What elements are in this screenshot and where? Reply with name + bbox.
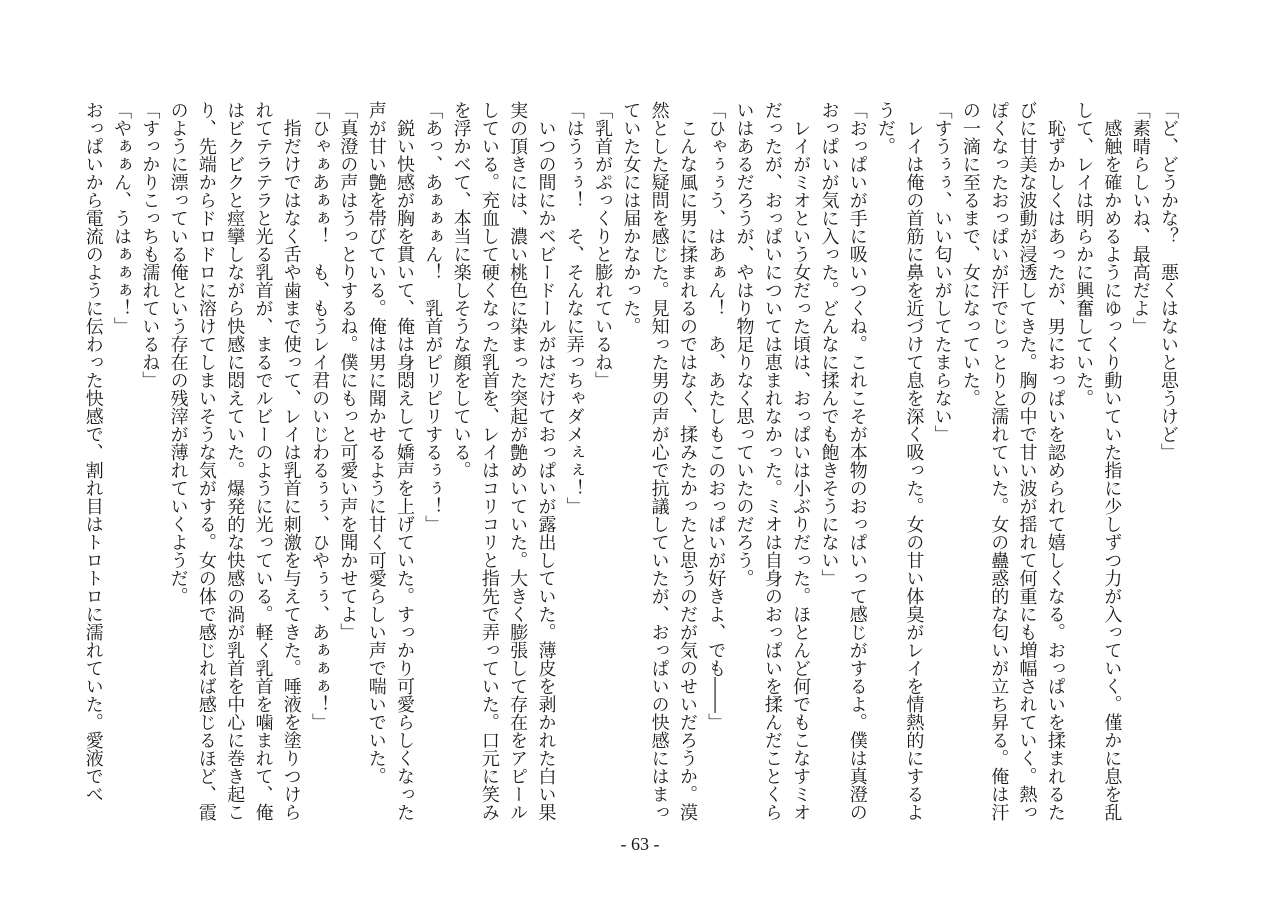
text-line: の一滴に至るまで、女になっていた。	[959, 101, 981, 407]
text-line: り、先端からドロドロに溶けてしまいそうな気がする。女の体で感じれば感じるほど、霞	[195, 101, 217, 821]
text-line: を浮かべて、本当に楽しそうな顔をしている。	[450, 101, 472, 479]
text-line: している。充血して硬くなった乳首を、レイはコリコリと指先で弄っていた。口元に笑み	[478, 101, 500, 821]
text-line: 「すっかりこっちも濡れているね」	[139, 101, 161, 389]
text-line: 鋭い快感が胸を貫いて、俺は身悶えして嬌声を上げていた。すっかり可愛らしくなった	[393, 101, 415, 821]
text-line: いつの間にかベビードールがはだけておっぱいが露出していた。薄皮を剥かれた白い果	[535, 101, 557, 821]
vertical-body-text	[78, 101, 1182, 821]
text-line: 「ど、どうかな？ 悪くはないと思うけど」	[1158, 101, 1179, 461]
text-line: 「すうぅぅ、いい匂いがしてたまらない」	[931, 101, 953, 443]
text-line: いはあるだろうが、やはり物足りなく思っていたのだろう。	[733, 101, 755, 587]
text-line: びに甘美な波動が浸透してきた。胸の中で甘い波が揺れて何重にも増幅されていく。熱っ	[1016, 101, 1038, 821]
text-line: だったが、おっぱいについては恵まれなかった。ミオは自身のおっぱいを揉んだことくら	[761, 101, 783, 821]
text-line: 声が甘い艶を帯びている。俺は男に聞かせるように甘く可愛らしい声で喘いでいた。	[365, 101, 387, 785]
text-line: して、レイは明らかに興奮していた。	[1073, 101, 1095, 407]
text-line: 「乳首がぷっくりと膨れているね」	[592, 101, 614, 389]
text-line: レイは俺の首筋に鼻を近づけて息を深く吸った。女の甘い体臭がレイを情熱的にするよ	[903, 101, 925, 821]
text-line: 「おっぱいが手に吸いつくね。これこそが本物のおっぱいって感じがするよ。僕は真澄の	[846, 101, 868, 821]
text-line: 「真澄の声はうっとりするね。僕にもっと可愛い声を聞かせてよ」	[337, 101, 359, 641]
page-number: - 63 -	[620, 834, 660, 854]
text-line: うだ。	[875, 101, 897, 155]
text-line: れてテラテラと光る乳首が、まるでルビーのように光っている。軽く乳首を噛まれて、俺	[252, 101, 274, 821]
text-line: レイがミオという女だった頃は、おっぱいは小ぶりだった。ほとんど何でもこなすミオ	[790, 101, 812, 821]
text-line: 実の頂きには、濃い桃色に染まった突起が艶めいていた。大きく膨張して存在をアピール	[507, 101, 529, 821]
text-line: 「やぁぁん、うはぁぁぁ！」	[111, 101, 133, 335]
text-line: 感触を確かめるようにゆっくり動いていた指に少しずつ力が入っていく。僅かに息を乱	[1101, 101, 1123, 821]
text-line: 恥ずかしくはあったが、男におっぱいを認められて嬉しくなる。おっぱいを揉まれるた	[1044, 101, 1066, 821]
text-line: おっぱいが気に入った。どんなに揉んでも飽きそうにない」	[818, 101, 840, 587]
text-line: 指だけではなく舌や歯まで使って、レイは乳首に刺激を与えてきた。唾液を塗りつけら	[280, 101, 302, 821]
text-line: おっぱいから電流のように伝わった快感で、割れ目はトロトロに濡れていた。愛液でべ	[82, 101, 104, 803]
text-line: 「ひゃぅぅう、はあぁん！ あ、あたしもこのおっぱいが好きよ、でも――」	[705, 101, 727, 731]
text-line: ぽくなったおっぱいが汗でじっとりと濡れていた。女の蠱惑的な匂いが立ち昇る。俺は汗	[988, 101, 1010, 821]
text-line: 然とした疑問を感じた。見知った男の声が心で抗議していたが、おっぱいの快感にはまっ	[648, 101, 670, 821]
text-line: ていた女には届かなかった。	[620, 101, 642, 335]
text-line: のように漂っている俺という存在の残滓が薄れていくようだ。	[167, 101, 189, 605]
text-line: 「はうぅぅ！ そ、そんなに弄っちゃダメぇぇ！」	[563, 101, 585, 515]
text-line: 「素晴らしいね、最高だよ」	[1129, 101, 1151, 335]
text-line: 「ひゃぁあぁぁ！ も、もうレイ君のいじわるぅぅ、ひやぅぅ、あぁぁぁ！」	[309, 101, 331, 731]
text-line: はビクビクと痙攣しながら快感に悶えていた。爆発的な快感の渦が乳首を中心に巻き起こ	[224, 101, 246, 821]
text-line: 「あっ、あぁぁぁん！ 乳首がピリピリするぅぅ！」	[422, 101, 444, 533]
text-line: こんな風に男に揉まれるのではなく、揉みたかったと思うのだが気のせいだろうか。漠	[676, 101, 698, 821]
